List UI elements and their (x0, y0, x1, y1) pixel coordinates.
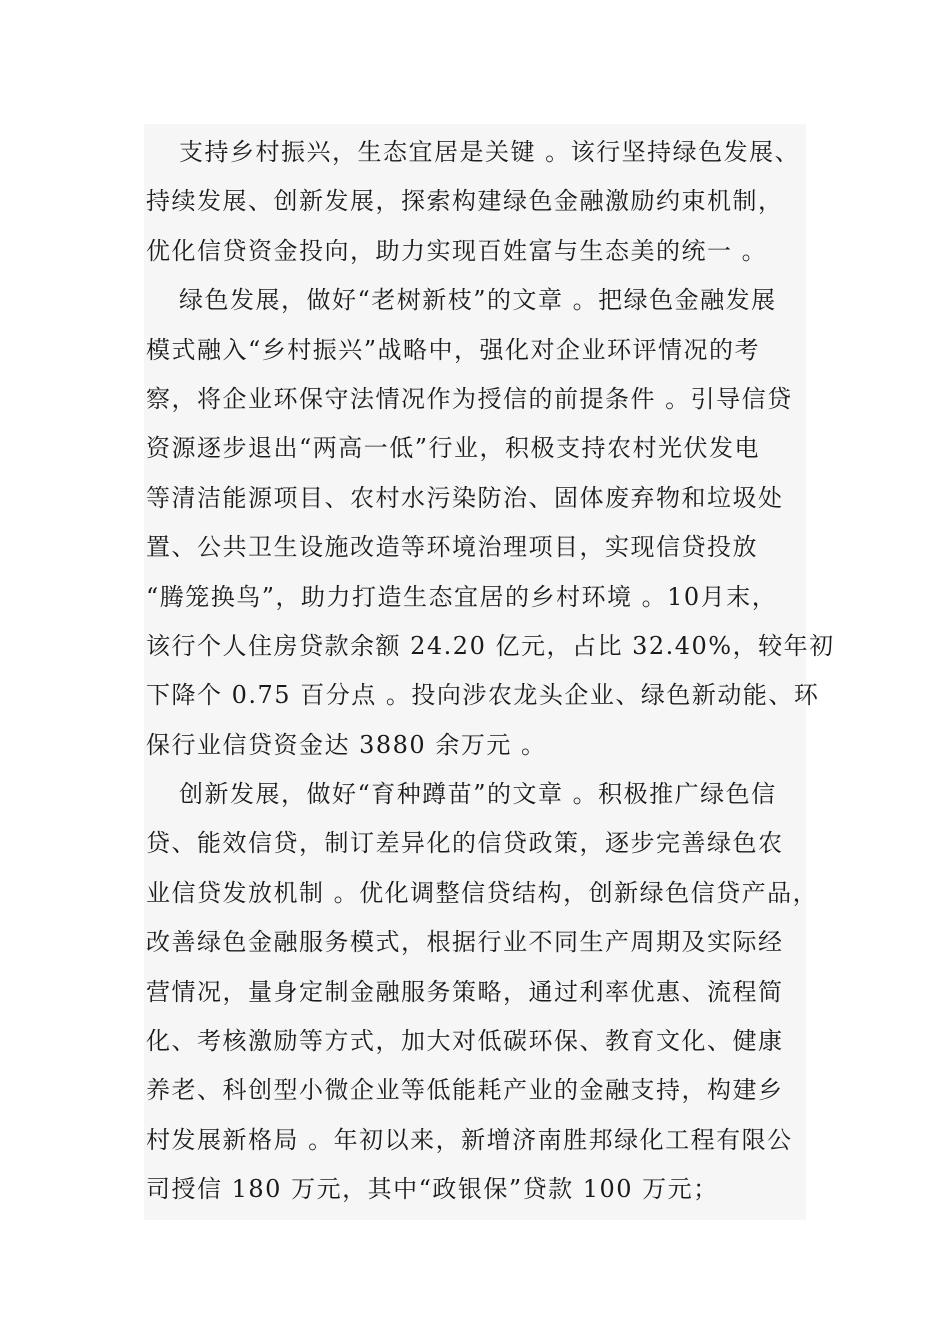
paragraph-3-line-4: 改善绿色金融服务模式，根据行业不同生产周期及实际经 (146, 928, 784, 957)
paragraph-2-line-8: 该行个人住房贷款余额 24.20 亿元，占比 32.40%，较年初 (146, 631, 835, 660)
paragraph-3-line-8: 村发展新格局 。年初以来，新增济南胜邦绿化工程有限公 (146, 1125, 793, 1154)
paragraph-2-line-5: 等清洁能源项目、农村水污染防治、固体废弃物和垃圾处 (146, 483, 784, 512)
paragraph-3-line-1: 创新发展，做好“育种蹲苗”的文章 。积极推广绿色信 (179, 780, 777, 809)
paragraph-2-line-9: 下降个 0.75 百分点 。投向涉农龙头企业、绿色新动能、环 (146, 681, 820, 710)
document-body (146, 128, 846, 1215)
paragraph-2-line-3: 察，将企业环保守法情况作为授信的前提条件 。引导信贷 (146, 384, 793, 413)
paragraph-3-line-7: 养老、科创型小微企业等低能耗产业的金融支持，构建乡 (146, 1076, 784, 1105)
paragraph-1-line-1: 支持乡村振兴，生态宜居是关键 。该行坚持绿色发展、 (179, 138, 801, 166)
paragraph-2-line-7: “腾笼换鸟”，助力打造生态宜居的乡村环境 。10月末， (146, 582, 778, 611)
paragraph-3-line-3: 业信贷发放机制 。优化调整信贷结构，创新绿色信贷产品， (146, 878, 819, 907)
paragraph-2-line-10: 保行业信贷资金达 3880 余万元 。 (146, 730, 547, 759)
paragraph-2-line-6: 置、公共卫生设施改造等环境治理项目，实现信贷投放 (146, 533, 758, 562)
paragraph-2-line-4: 资源逐步退出“两高一低”行业，积极支持农村光伏发电 (146, 434, 761, 463)
paragraph-2-line-1: 绿色发展，做好“老树新枝”的文章 。把绿色金融发展 (179, 286, 777, 315)
paragraph-2-line-2: 模式融入“乡村振兴”战略中，强化对企业环评情况的考 (146, 335, 761, 364)
paragraph-3-line-2: 贷、能效信贷，制订差异化的信贷政策，逐步完善绿色农 (146, 829, 784, 858)
paragraph-3-line-5: 营情况，量身定制金融服务策略，通过利率优惠、流程简 (146, 977, 784, 1006)
paragraph-3-line-6: 化、考核激励等方式，加大对低碳环保、教育文化、健康 (146, 1027, 784, 1056)
paragraph-3-line-9: 司授信 180 万元，其中“政银保”贷款 100 万元； (146, 1175, 719, 1204)
paragraph-1-line-3: 优化信贷资金投向，助力实现百姓富与生态美的统一 。 (146, 236, 768, 265)
paragraph-1-line-2: 持续发展、创新发展，探索构建绿色金融激励约束机制， (146, 187, 784, 216)
